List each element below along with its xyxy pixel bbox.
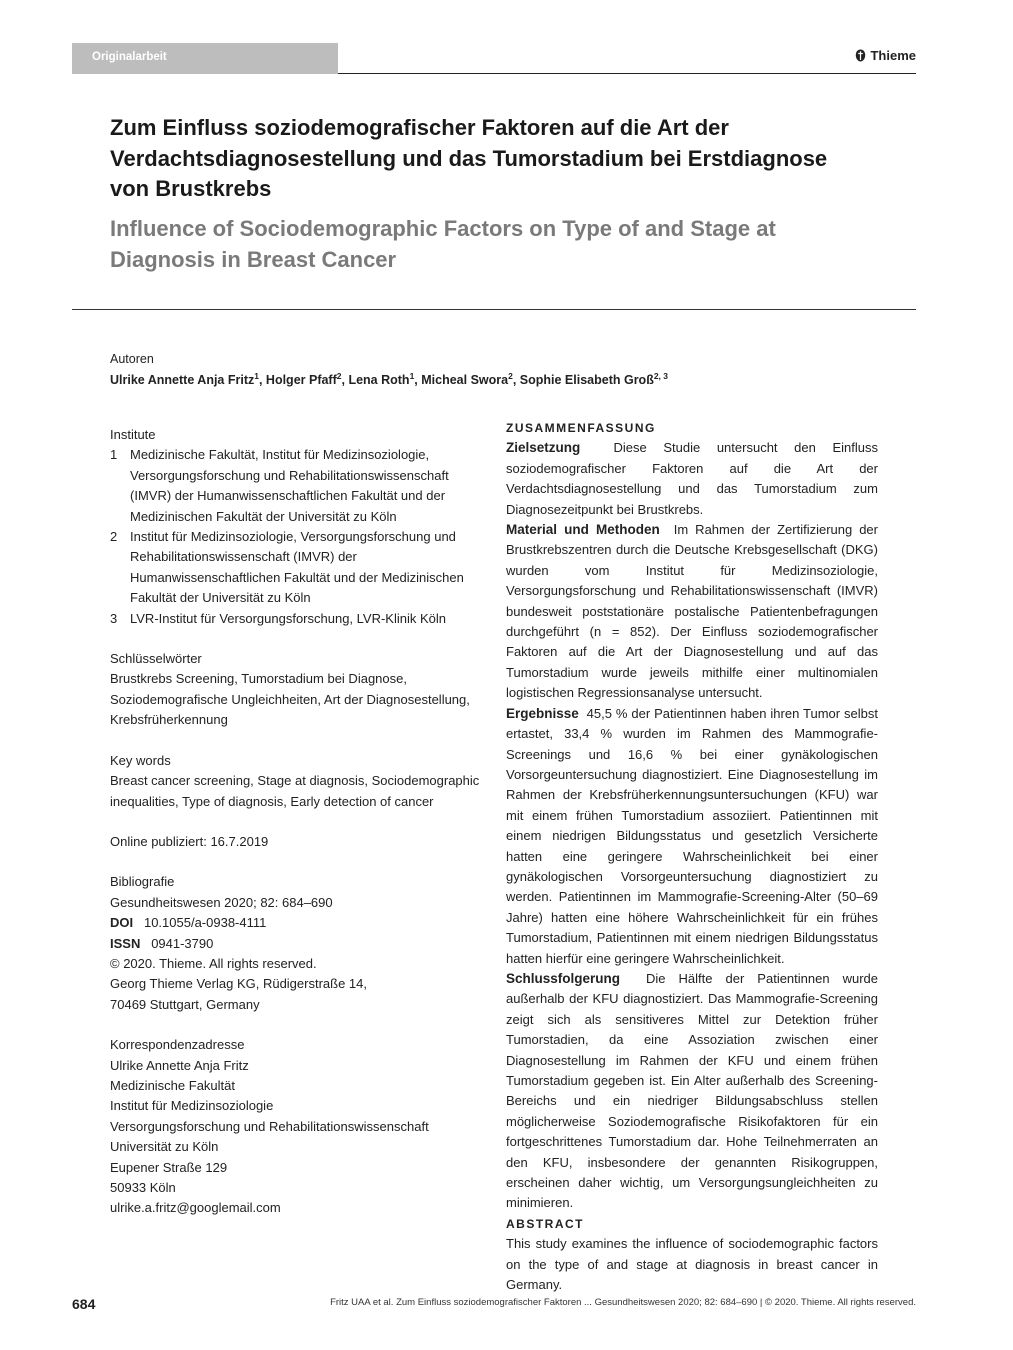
institute-number: 3: [110, 610, 118, 626]
title-rule: [72, 309, 916, 310]
bibliography-journal: Gesundheitswesen 2020; 82: 684–690: [110, 894, 333, 910]
author-affiliation: 2: [336, 371, 342, 381]
correspondence-email[interactable]: ulrike.a.fritz@googlemail.com: [110, 1200, 281, 1216]
institute-number: 2: [110, 529, 118, 545]
paragraph-label: Zielsetzung: [506, 440, 581, 456]
online-published: Online publiziert: 16.7.2019: [110, 833, 269, 849]
author-name: Holger Pfaff: [265, 373, 337, 388]
publisher-address-2: 70469 Stuttgart, Germany: [110, 996, 260, 1012]
paragraph-text: Diese Studie untersucht den Einfluss soziodemografischer Faktoren auf die Art der Verdachtsdiagnosestellung und das Tumorstadium zum Diagnosezeitpunkt bei Brustkrebs.: [506, 440, 878, 517]
list-item: [110, 527, 480, 609]
publisher-address-1: Georg Thieme Verlag KG, Rüdigerstraße 14,: [110, 976, 367, 992]
abstract-column: [506, 418, 878, 1295]
page-number: 684: [72, 1296, 96, 1312]
section-label: Originalarbeit: [92, 51, 167, 63]
author-name: Ulrike Annette Anja Fritz: [110, 373, 255, 388]
doi-label: DOI: [110, 915, 134, 931]
correspondence-line: Eupener Straße 129: [110, 1159, 228, 1175]
institute-number: 1: [110, 447, 118, 463]
footer-citation: Fritz UAA et al. Zum Einfluss soziodemografischer Faktoren ... Gesundheitswesen 2020; 82: 684–690 | © 2020. Thieme. All rights reserved.: [330, 1297, 916, 1308]
institutes-label: Institute: [110, 427, 156, 442]
paragraph-label: Material und Methoden: [506, 522, 660, 538]
publisher-logo: [855, 48, 916, 63]
author-list: Ulrike Annette Anja Fritz$^1$, Holger Pfaff$^2$, Lena Roth$^1$, Micheal Swora$^2$, Sophie Elisabeth Groß$^{2, 3}$: [110, 371, 669, 388]
publisher-name: Thieme: [870, 48, 916, 63]
doi-value[interactable]: 10.1055/a-0938-4111: [143, 915, 267, 931]
author-affiliation: 1: [409, 371, 415, 381]
issn-line: [110, 934, 480, 954]
summary-paragraph: [506, 520, 878, 704]
doi-line: [110, 913, 480, 933]
copyright-line: © 2020. Thieme. All rights reserved.: [110, 955, 317, 971]
summary-paragraph: [506, 704, 878, 969]
institute-text: LVR-Institut für Versorgungsforschung, LVR-Klinik Köln: [130, 610, 446, 626]
title-german: Zum Einfluss soziodemografischer Faktoren auf die Art der Verdachtsdiagnosestellung und das Tumorstadium bei Erstdiagnose von Brustkrebs: [110, 115, 828, 201]
keywords-en-text: Breast cancer screening, Stage at diagnosis, Sociodemographic inequalities, Type of diagnosis, Early detection of cancer: [110, 773, 480, 809]
correspondence-line: Versorgungsforschung und Rehabilitationswissenschaft: [110, 1118, 429, 1134]
keywords-en-label: Key words: [110, 752, 171, 768]
correspondence-label: Korrespondenzadresse: [110, 1037, 245, 1053]
author-name: Lena Roth: [348, 373, 410, 388]
zusammenfassung-heading: ZUSAMMENFASSUNG: [506, 421, 656, 435]
section-banner: [72, 43, 338, 74]
authors-label: Autoren: [110, 352, 154, 366]
keywords-de-text: Brustkrebs Screening, Tumorstadium bei Diagnose, Soziodemografische Ungleichheiten, Art der Diagnosestellung, Krebsfrüherkennung: [110, 671, 470, 728]
correspondence-line: Medizinische Fakultät: [110, 1077, 235, 1093]
author-name: Micheal Swora: [421, 373, 509, 388]
thieme-logo-icon: [855, 49, 866, 62]
correspondence-line: Institut für Medizinsoziologie: [110, 1098, 274, 1114]
title-english: Influence of Sociodemographic Factors on Type of and Stage at Diagnosis in Breast Cancer: [110, 216, 776, 272]
keywords-de-label: Schlüsselwörter: [110, 651, 202, 667]
author-name: Sophie Elisabeth Groß: [519, 373, 654, 388]
issn-value: 0941-3790: [151, 935, 214, 951]
author-affiliation: 2, 3: [653, 371, 669, 381]
paragraph-text: Im Rahmen der Zertifizierung der Brustkrebszentren durch die Deutsche Krebsgesellschaft (DKG) wurden vom Institut für Medizinsoziologie, Versorgungsforschung und Rehabilitationswissenschaft (IMVR) bundesweit poststationäre postalische Patientenbefragungen durchgeführt (n = 852). Der Einfluss soziodemografischer Faktoren auf die Art der Diagnosestellung und auf das Tumorstadium wurde jeweils mithilfe einer multinomialen logistischen Regressionsanalyse untersucht.: [506, 522, 878, 701]
correspondence-line: Ulrike Annette Anja Fritz: [110, 1057, 249, 1073]
sidebar-metadata: [110, 425, 480, 1219]
institute-text: Institut für Medizinsoziologie, Versorgungsforschung und Rehabilitationswissenschaft (IMVR) der Humanwissenschaftlichen Fakultät und der Medizinischen Fakultät der Universität zu Köln: [130, 529, 464, 606]
author-affiliation: 2: [508, 371, 513, 381]
paragraph-text: 45,5 % der Patientinnen haben ihren Tumor selbst ertastet, 33,4 % wurden im Rahmen des Mammografie-Screenings und 16,6 % bei einer gynäkologischen Vorsorgeuntersuchung diagnostiziert. Eine Diagnosestellung im Rahmen der Krebsfrüherkennungsuntersuchungen (KFU) war mit einem frühen Tumorstadium assoziiert. Patientinnen mit einem niedrigen Bildungsstatus und gesetzlich Versicherte hatten eine geringere Wahrscheinlichkeit bei einer gynäkologischen Vorsorgeuntersuchung diagnostiziert zu werden. Patientinnen im Mammografie-Screening-Alter (50–69 Jahre) hatten eine höhere Wahrscheinlichkeit für ein frühes Tumorstadium, Patientinnen mit einem niedrigen Bildungsstatus hatten hierfür eine geringere Wahrscheinlichkeit.: [506, 705, 878, 966]
bibliography-label: Bibliografie: [110, 874, 175, 890]
issn-label: ISSN: [110, 935, 141, 951]
paragraph-label: Ergebnisse: [506, 705, 579, 721]
summary-paragraph: [506, 969, 878, 1214]
correspondence-line: Universität zu Köln: [110, 1139, 219, 1155]
abstract-text: This study examines the influence of sociodemographic factors on the type of and stage at diagnosis in breast cancer in Germany.: [506, 1236, 878, 1293]
abstract-heading: ABSTRACT: [506, 1216, 584, 1231]
paragraph-label: Schlussfolgerung: [506, 970, 621, 986]
correspondence-line: 50933 Köln: [110, 1180, 176, 1195]
summary-paragraph: [506, 438, 878, 520]
institutes-list: [110, 445, 480, 629]
author-affiliation: 1: [254, 371, 259, 381]
header-rule: [338, 73, 916, 74]
list-item: [110, 445, 480, 527]
institute-text: Medizinische Fakultät, Institut für Medizinsoziologie, Versorgungsforschung und Rehabilitationswissenschaft (IMVR) der Humanwissenschaftlichen Fakultät und der Medizinischen Fakultät der Universität zu Köln: [130, 447, 449, 524]
list-item: [110, 609, 480, 629]
paragraph-text: Die Hälfte der Patientinnen wurde außerhalb der KFU diagnostiziert. Das Mammografie-Screening zeigt sich als sensitiveres Mittel zur Detektion früher Tumorstadien, da eine Assoziation zwischen einer Diagnosestellung im Rahmen der KFU und einem frühen Tumorstadium gegeben ist. Ein Alter außerhalb des Screening-Bereichs und ein niedriger Bildungsabschluss stellen möglicherweise Soziodemografische Risikofaktoren für ein fortgeschrittenes Tumorstadium dar. Hohe Teilnehmerraten an den KFU, insbesondere der genannten Risikogruppen, erscheinen daher wichtig, um Versorgungsungleichheiten zu minimieren.: [506, 970, 878, 1211]
